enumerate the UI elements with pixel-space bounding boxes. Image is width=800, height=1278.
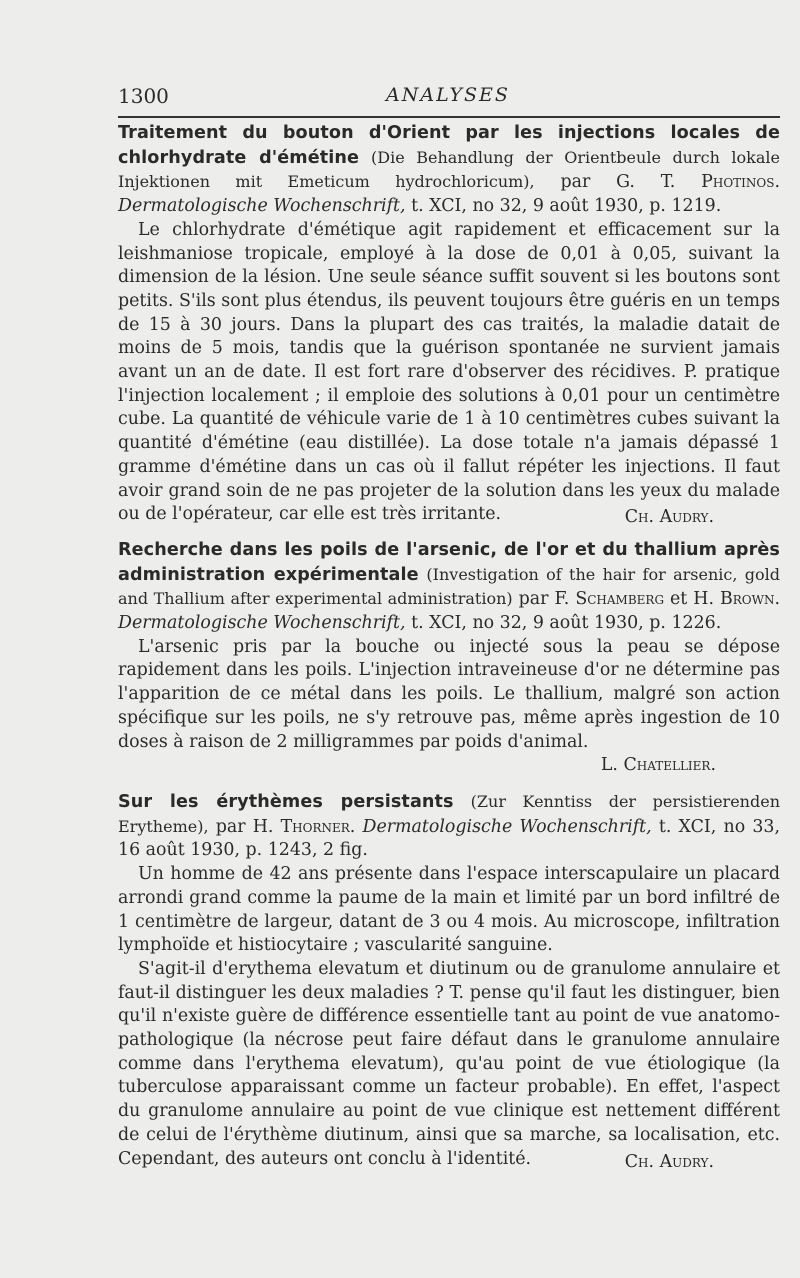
- by-text: par G. T.: [560, 172, 676, 193]
- article-signature: Ch. Audry.: [624, 507, 714, 528]
- original-title: (Die Behandlung der Orientbeule durch lokale Injektionen mit Emeticum hydrochloricum),: [118, 147, 780, 192]
- article-paragraph: [118, 636, 780, 755]
- page-number: 1300: [118, 84, 169, 108]
- paragraph-text: Le chlorhydrate d'émétique agit rapidement et efficacement sur la leishmaniose tropicale, employé à la dose de 0,01 à 0,05, suivant la dimension de la lésion. Une seule séance suffit souvent si les boutons sont petits. S'ils sont plus étendus, ils peuvent toujours être guéris en un temps de 15 à 30 jours. Dans la plupart des cas traités, la maladie datait de moins de 5 mois, tandis que la guérison spontanée ne survient jamais avant un an de date. Il est fort rare d'observer des récidives. P. pratique l'injection localement ; il emploie des solutions à 0,01 pour un centimètre cube. La quantité de véhicule varie de 1 à 10 centimètres cubes suivant la quantité d'émétine (eau distillée). La dose totale n'a jamais dépassé 1 gramme d'émétine dans un cas où il fallut répéter les injections. Il faut avoir grand soin de ne pas projeter de la solution dans les yeux du malade ou de l'opérateur, car elle est très irritante.: [118, 219, 780, 525]
- article-paragraph: [118, 219, 780, 527]
- journal-name: Dermatologische Wochenschrift,: [118, 196, 406, 217]
- article-title: Traitement du bouton d'Orient par les injections locales de chlorhydrate d'émétine: [118, 123, 780, 168]
- page-content: [118, 122, 780, 1174]
- author-name: Schamberg: [575, 589, 665, 610]
- author-name-2: Brown.: [719, 589, 780, 610]
- page-header: [118, 84, 780, 114]
- article-signature: Ch. Audry.: [624, 1151, 714, 1172]
- article-citation: [118, 539, 780, 636]
- original-title: (Investigation of the hair for arsenic, gold and Thallium after experimental administration): [118, 564, 780, 609]
- article-paragraph: [118, 863, 780, 958]
- original-title: (Zur Kenntiss der persistierenden Erytheme),: [118, 791, 780, 836]
- header-rule: [118, 116, 780, 118]
- paragraph-text: L'arsenic pris par la bouche ou injecté sous la peau se dépose rapidement dans les poils. L'injection intraveineuse d'or ne détermine pas l'apparition de ce métal dans les poils. Le thallium, malgré son action spécifique sur les poils, ne s'y retrouve pas, même après ingestion de 10 doses à raison de 2 milligrammes par poids d'animal.: [118, 636, 780, 752]
- article-citation: [118, 122, 780, 219]
- by-text-2: et H.: [670, 589, 714, 610]
- article-paragraph: [118, 958, 780, 1171]
- by-text: par F.: [518, 589, 570, 610]
- journal-reference: t. XCI, no 32, 9 août 1930, p. 1219.: [411, 196, 722, 217]
- running-title: ANALYSES: [386, 84, 510, 106]
- author-name: Thorner.: [280, 816, 356, 837]
- article-2: [118, 539, 780, 778]
- by-text: par H.: [215, 816, 274, 837]
- article-signature: L. Chatellier.: [600, 755, 716, 776]
- paragraph-text: Un homme de 42 ans présente dans l'espace interscapulaire un placard arrondi grand comme la paume de la main et limité par un bord infiltré de 1 centimètre de largeur, datant de 3 ou 4 mois. Au microscope, infiltration lymphoïde et histiocytaire ; vascularité sanguine.: [118, 864, 780, 956]
- paragraph-text: S'agit-il d'erythema elevatum et diutinum ou de granulome annulaire et faut-il distinguer les deux maladies ? T. pense qu'il faut les distinguer, bien qu'il n'existe guère de différence essentielle tant au point de vue anatomo-pathologique (la nécrose peut faire défaut dans le granulome annulaire comme dans l'erythema elevatum), qu'au point de vue étiologique (la tuberculose apparaissant comme un facteur probable). En effet, l'aspect du granulome annulaire au point de vue clinique est nettement différent de celui de l'érythème diutinum, ainsi que sa marche, sa localisation, etc. Cependant, des auteurs ont conclu à l'identité.: [118, 958, 780, 1169]
- article-title: Recherche dans les poils de l'arsenic, de l'or et du thallium après administration expérimentale: [118, 539, 780, 585]
- journal-name: Dermatologische Wochenschrift,: [362, 816, 652, 837]
- author-name: Photinos.: [701, 172, 781, 193]
- article-citation: [118, 790, 780, 863]
- journal-reference: t. XCI, no 32, 9 août 1930, p. 1226.: [411, 613, 722, 634]
- article-3: [118, 790, 780, 1171]
- article-1: [118, 122, 780, 527]
- journal-name: Dermatologische Wochenschrift,: [118, 613, 406, 634]
- article-title: Sur les érythèmes persistants: [118, 791, 454, 812]
- journal-reference: t. XCI, no 33, 16 août 1930, p. 1243, 2 fig.: [118, 816, 780, 861]
